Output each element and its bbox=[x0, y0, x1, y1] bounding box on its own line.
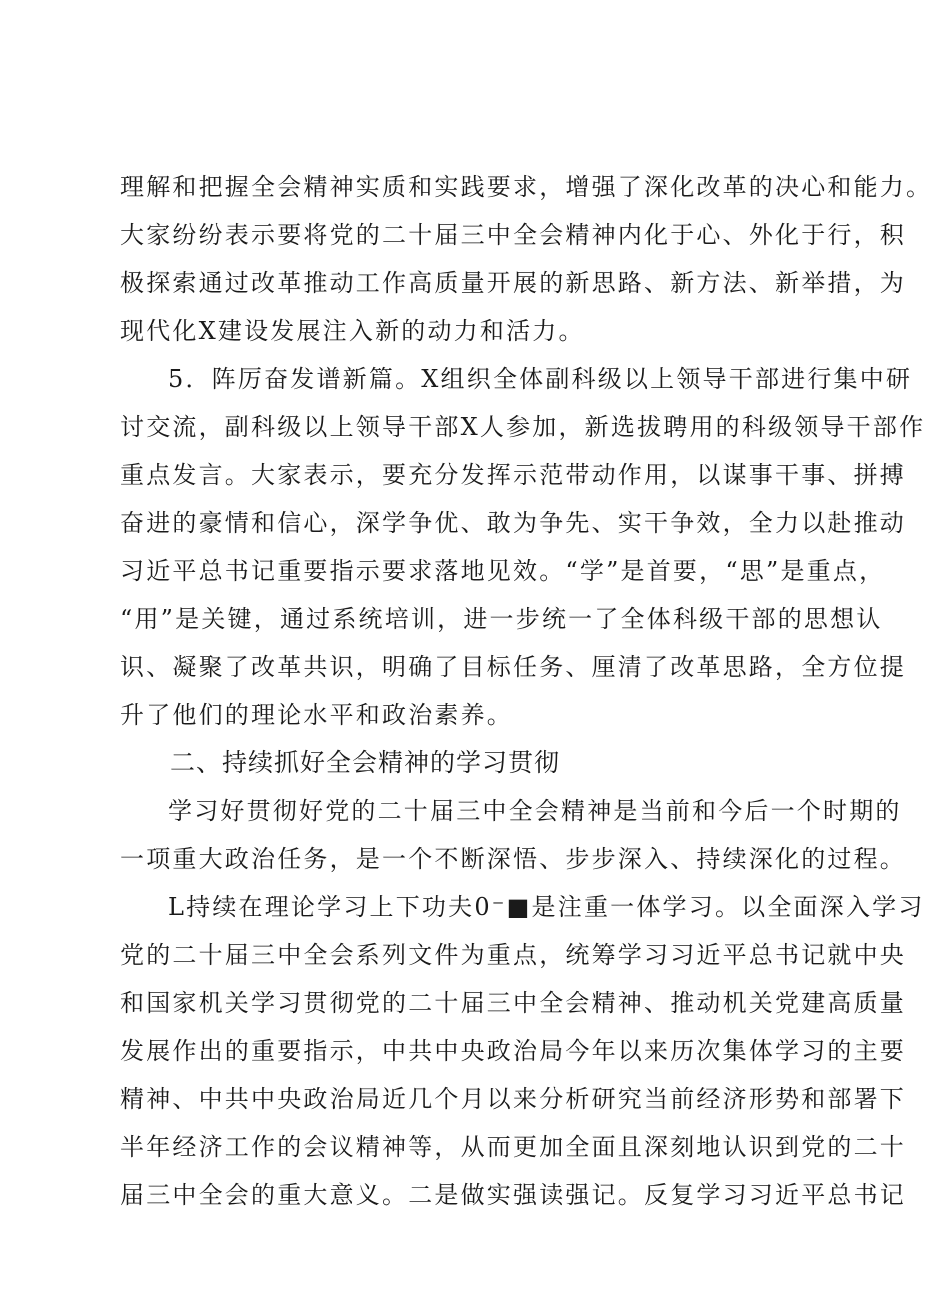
body-line: 半年经济工作的会议精神等，从而更加全面且深刻地认识到党的二十 bbox=[120, 1133, 906, 1161]
body-line: 现代化X建设发展注入新的动力和活力。 bbox=[120, 317, 585, 345]
body-line: 习近平总书记重要指示要求落地见效。“学”是首要，“思”是重点， bbox=[120, 557, 886, 585]
body-line: 届三中全会的重大意义。二是做实强读强记。反复学习习近平总书记 bbox=[120, 1181, 906, 1209]
body-line: 讨交流，副科级以上领导干部X人参加，新选拔聘用的科级领导干部作 bbox=[120, 413, 926, 441]
body-line: 发展作出的重要指示，中共中央政治局今年以来历次集体学习的主要 bbox=[120, 1037, 906, 1065]
document-body bbox=[120, 163, 932, 1219]
paragraph-start-line: L持续在理论学习上下功夫0⁻■是注重一体学习。以全面深入学习 bbox=[168, 893, 925, 921]
body-line: 识、凝聚了改革共识，明确了目标任务、厘清了改革思路，全方位提 bbox=[120, 653, 906, 681]
body-line: 极探索通过改革推动工作高质量开展的新思路、新方法、新举措，为 bbox=[120, 269, 906, 297]
body-line: 和国家机关学习贯彻党的二十届三中全会精神、推动机关党建高质量 bbox=[120, 989, 906, 1017]
paragraph-start-line: 5．阵厉奋发谱新篇。X组织全体副科级以上领导干部进行集中研 bbox=[168, 365, 913, 393]
body-line: 大家纷纷表示要将党的二十届三中全会精神内化于心、外化于行，积 bbox=[120, 221, 906, 249]
body-line: 理解和把握全会精神实质和实践要求，增强了深化改革的决心和能力。 bbox=[120, 173, 932, 201]
body-line: 奋进的豪情和信心，深学争优、敢为争先、实干争效，全力以赴推动 bbox=[120, 509, 906, 537]
paragraph-start-line: 学习好贯彻好党的二十届三中全会精神是当前和今后一个时期的 bbox=[168, 797, 902, 825]
body-line: 党的二十届三中全会系列文件为重点，统筹学习习近平总书记就中央 bbox=[120, 941, 906, 969]
body-line: 重点发言。大家表示，要充分发挥示范带动作用，以谋事干事、拼搏 bbox=[120, 461, 906, 489]
body-line: “用”是关键，通过系统培训，进一步统一了全体科级干部的思想认 bbox=[120, 605, 883, 633]
section-heading: 二、持续抓好全会精神的学习贯彻 bbox=[170, 748, 561, 777]
body-line: 一项重大政治任务，是一个不断深悟、步步深入、持续深化的过程。 bbox=[120, 845, 906, 873]
body-line: 精神、中共中央政治局近几个月以来分析研究当前经济形势和部署下 bbox=[120, 1085, 906, 1113]
body-line: 升了他们的理论水平和政治素养。 bbox=[120, 701, 513, 729]
